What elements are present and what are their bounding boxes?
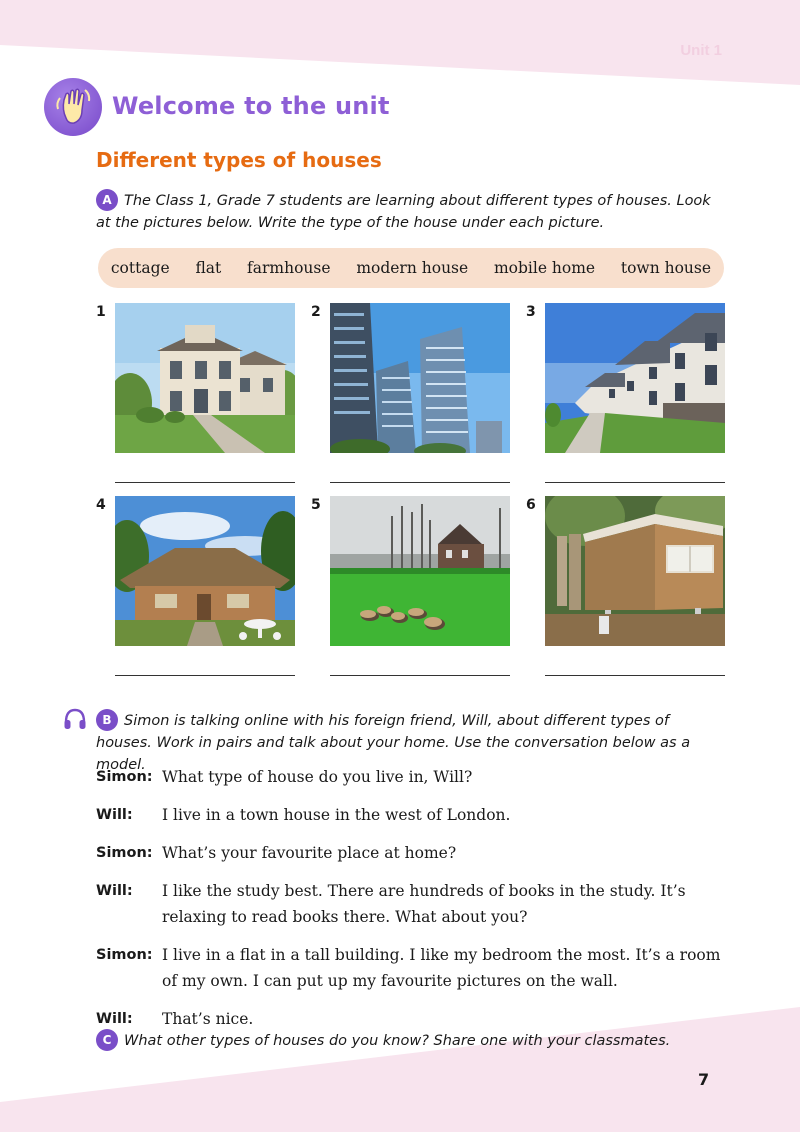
dialogue-line — [96, 840, 736, 866]
waving-hand-icon — [44, 78, 102, 136]
part-b-instruction-text: Simon is talking online with his foreign friend, Will, about different types of houses. Work in pairs and talk about your home. Use the conversation below as a model. — [96, 713, 691, 773]
utterance: That’s nice. — [162, 1010, 254, 1028]
picture-mobile-home — [545, 496, 725, 646]
word-bank — [98, 248, 724, 288]
speaker: Will: — [96, 807, 133, 823]
speaker: Will: — [96, 883, 133, 899]
page-number: 7 — [698, 1070, 710, 1089]
word-bank-item: modern house — [356, 259, 469, 277]
picture-flats — [330, 303, 510, 453]
word-bank-item: cottage — [110, 259, 170, 277]
speaker: Will: — [96, 1011, 133, 1027]
word-bank-item: town house — [620, 259, 712, 277]
picture-town-houses — [545, 303, 725, 453]
picture-number: 6 — [526, 497, 536, 513]
dialogue-line — [96, 878, 736, 930]
word-bank-item: mobile home — [493, 259, 596, 277]
answer-line[interactable] — [115, 675, 295, 676]
part-c-badge: C — [96, 1029, 118, 1051]
picture-farmhouse — [330, 496, 510, 646]
picture-number: 1 — [96, 304, 106, 320]
unit-label: Unit 1 — [680, 42, 722, 59]
part-a-badge: A — [96, 189, 118, 211]
part-b-badge: B — [96, 709, 118, 731]
speaker: Simon: — [96, 947, 153, 963]
answer-line[interactable] — [115, 482, 295, 483]
headphones-icon — [62, 706, 88, 732]
picture-number: 3 — [526, 304, 536, 320]
picture-number: 4 — [96, 497, 106, 513]
speaker: Simon: — [96, 845, 153, 861]
part-c-instruction-text: What other types of houses do you know? Share one with your classmates. — [124, 1033, 671, 1049]
answer-line[interactable] — [545, 675, 725, 676]
word-bank-item: farmhouse — [247, 259, 331, 277]
utterance: I live in a town house in the west of London. — [162, 806, 511, 824]
part-c-instruction — [96, 1029, 726, 1052]
utterance: What’s your favourite place at home? — [162, 844, 457, 862]
dialogue-line — [96, 802, 736, 828]
answer-line[interactable] — [545, 482, 725, 483]
welcome-title: Welcome to the unit — [112, 92, 390, 120]
dialogue — [96, 764, 736, 1044]
section-title: Different types of houses — [96, 148, 382, 172]
picture-villa — [115, 303, 295, 453]
picture-number: 2 — [311, 304, 321, 320]
picture-number: 5 — [311, 497, 321, 513]
dialogue-line — [96, 764, 736, 790]
speaker: Simon: — [96, 769, 153, 785]
picture-cottage — [115, 496, 295, 646]
utterance: What type of house do you live in, Will? — [162, 768, 473, 786]
dialogue-line — [96, 942, 736, 994]
utterance: I live in a flat in a tall building. I like my bedroom the most. It’s a room of my own. I can put up my favourite pictures on the wall. — [162, 946, 721, 990]
utterance: I like the study best. There are hundreds of books in the study. It’s relaxing to read books there. What about you? — [162, 882, 686, 926]
part-a-instruction — [96, 189, 726, 234]
answer-line[interactable] — [330, 675, 510, 676]
answer-line[interactable] — [330, 482, 510, 483]
word-bank-item: flat — [195, 259, 222, 277]
part-a-instruction-text: The Class 1, Grade 7 students are learning about different types of houses. Look at the pictures below. Write the type of the house under each picture. — [96, 193, 711, 231]
